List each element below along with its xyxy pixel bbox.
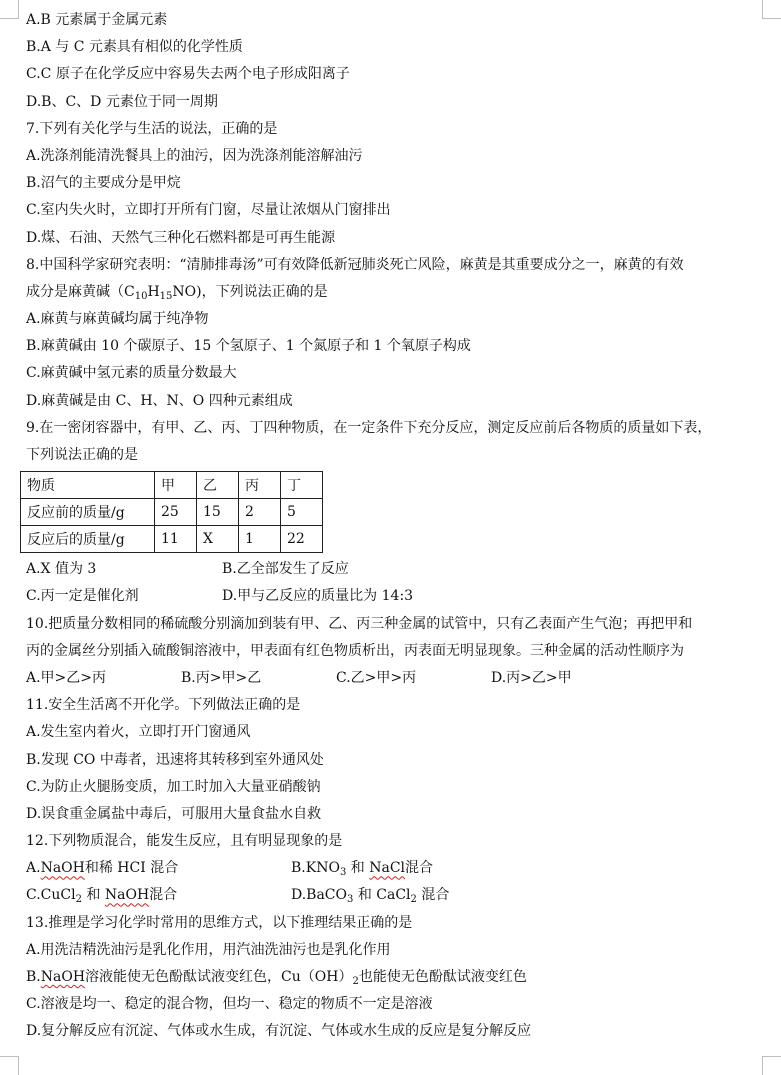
q11-stem: 11.安全生活离不开化学。下列做法正确的是 — [26, 697, 301, 714]
table-cell: 15 — [197, 499, 239, 526]
q6-option-b: B.A 与 C 元素具有相似的化学性质 — [26, 39, 243, 56]
table-cell: 5 — [281, 499, 323, 526]
q9-stem-line1: 9.在一密闭容器中，有甲、乙、丙、丁四种物质，在一定条件下充分反应，测定反应前后各物质的质量如下表， — [26, 419, 712, 436]
q12-options-row1 — [26, 855, 766, 882]
q9-option-d: D.甲与乙反应的质量比为 14:3 — [222, 588, 414, 605]
table-row-after — [21, 526, 323, 553]
q9-options-row2 — [26, 583, 766, 610]
table-cell: 反应后的质量/g — [21, 526, 155, 553]
q10-option-c: C.乙>甲>丙 — [336, 669, 417, 686]
q10-stem-line2: 丙的金属丝分别插入硫酸铜溶液中，甲表面有红色物质析出，丙表面无明显现象。三种金属的活动性顺序为 — [26, 642, 684, 659]
q8-option-c: C.麻黄碱中氢元素的质量分数最大 — [26, 365, 237, 382]
q12-option-d: D.BaCO$_3$ 和 CaCl$_2$ 混合 — [291, 887, 450, 906]
q10-option-a: A.甲>乙>丙 — [26, 669, 107, 686]
crop-mark-bottom-right — [762, 1056, 781, 1075]
table-row-header — [21, 472, 323, 499]
q13-stem: 13.推理是学习化学时常用的思维方式，以下推理结果正确的是 — [26, 914, 413, 931]
q11-option-a: A.发生室内着火，立即打开门窗通风 — [26, 724, 251, 741]
table-cell: 物质 — [21, 472, 155, 499]
q12-option-c: C.CuCl$_2$ 和 NaOH混合 — [26, 887, 178, 906]
q10-option-d: D.丙>乙>甲 — [491, 669, 572, 686]
q12-option-a: A.NaOH和稀 HCI 混合 — [26, 860, 179, 877]
q7-option-a: A.洗涤剂能清洗餐具上的油污，因为洗涤剂能溶解油污 — [26, 147, 363, 164]
q11-option-d: D.误食重金属盐中毒后，可服用大量食盐水自救 — [26, 805, 322, 822]
spellcheck-word: NaOH — [40, 969, 86, 985]
q13-option-b: B.NaOH溶液能使无色酚酞试液变红色，$Cu(OH)_2$也能使无色酚酞试液变红色 — [26, 969, 527, 987]
table-cell: 甲 — [155, 472, 197, 499]
q10-option-b: B.丙>甲>乙 — [181, 669, 262, 686]
q8-option-b: B.麻黄碱由 10 个碳原子、15 个氢原子、1 个氮原子和 1 个氧原子构成 — [26, 338, 471, 355]
table-cell: 反应前的质量/g — [21, 499, 155, 526]
q12-stem: 12.下列物质混合，能发生反应，且有明显现象的是 — [26, 833, 343, 850]
q9-option-b: B.乙全部发生了反应 — [222, 561, 349, 578]
q7-option-d: D.煤、石油、天然气三种化石燃料都是可再生能源 — [26, 229, 336, 246]
q10-options — [26, 665, 766, 692]
q9-option-a: A.X 值为 3 — [26, 561, 97, 578]
q9-mass-table — [20, 471, 323, 553]
q7-option-c: C.室内失火时，立即打开所有门窗，尽量让浓烟从门窗排出 — [26, 202, 391, 219]
q7-option-b: B.沼气的主要成分是甲烷 — [26, 175, 181, 192]
table-cell: 2 — [239, 499, 281, 526]
q12-options-row2 — [26, 882, 766, 909]
table-cell: 11 — [155, 526, 197, 553]
table-cell: 乙 — [197, 472, 239, 499]
q6-option-d: D.B、C、D 元素位于同一周期 — [26, 93, 218, 110]
table-cell: 1 — [239, 526, 281, 553]
table-cell: 22 — [281, 526, 323, 553]
q12-option-b: $B.KNO_3$ 和 NaCl混合 — [291, 860, 434, 879]
q6-option-c: C.C 原子在化学反应中容易失去两个电子形成阳离子 — [26, 66, 350, 83]
q11-option-b: B.发现 CO 中毒者，迅速将其转移到室外通风处 — [26, 751, 324, 768]
table-cell: 丙 — [239, 472, 281, 499]
spellcheck-word: NaCl — [369, 860, 406, 877]
table-cell: 25 — [155, 499, 197, 526]
q7-stem: 7.下列有关化学与生活的说法，正确的是 — [26, 120, 278, 137]
q9-option-c: C.丙一定是催化剂 — [26, 588, 139, 605]
exam-content — [26, 7, 766, 1046]
q8-stem-line1: 8.中国科学家研究表明：“清肺排毒汤”可有效降低新冠肺炎死亡风险，麻黄是其重要成分之一，麻黄的有效 — [26, 256, 684, 273]
q13-option-a: A.用洗洁精洗油污是乳化作用，用汽油洗油污也是乳化作用 — [26, 941, 391, 958]
spellcheck-word: NaOH — [104, 887, 150, 904]
q9-stem-line2: 下列说法正确的是 — [26, 447, 138, 463]
table-cell: 丁 — [281, 472, 323, 499]
crop-mark-top-left — [0, 0, 19, 19]
q13-option-d: D.复分解反应有沉淀、气体或水生成，有沉淀、气体或水生成的反应是复分解反应 — [26, 1023, 532, 1040]
table-row-before — [21, 499, 323, 526]
q8-option-d: D.麻黄碱是由 C、H、N、O 四种元素组成 — [26, 392, 293, 409]
q8-stem-line2: 成分是麻黄碱$(C_{10}H_{15}NO)$，下列说法正确的是 — [26, 283, 328, 302]
q11-option-c: C.为防止火腿肠变质，加工时加入大量亚硝酸钠 — [26, 778, 321, 795]
q8-option-a: A.麻黄与麻黄碱均属于纯净物 — [26, 311, 209, 328]
q9-options-row1 — [26, 556, 766, 583]
spellcheck-word: NaOH — [40, 860, 85, 877]
table-cell: X — [197, 526, 239, 553]
crop-mark-bottom-left — [0, 1056, 19, 1075]
q6-option-a: A.B 元素属于金属元素 — [26, 12, 168, 28]
q10-stem-line1: 10.把质量分数相同的稀硫酸分别滴加到装有甲、乙、丙三种金属的试管中，只有乙表面产生气泡；再把甲和 — [26, 615, 693, 632]
q13-option-c: C.溶液是均一、稳定的混合物，但均一、稳定的物质不一定是溶液 — [26, 996, 433, 1013]
